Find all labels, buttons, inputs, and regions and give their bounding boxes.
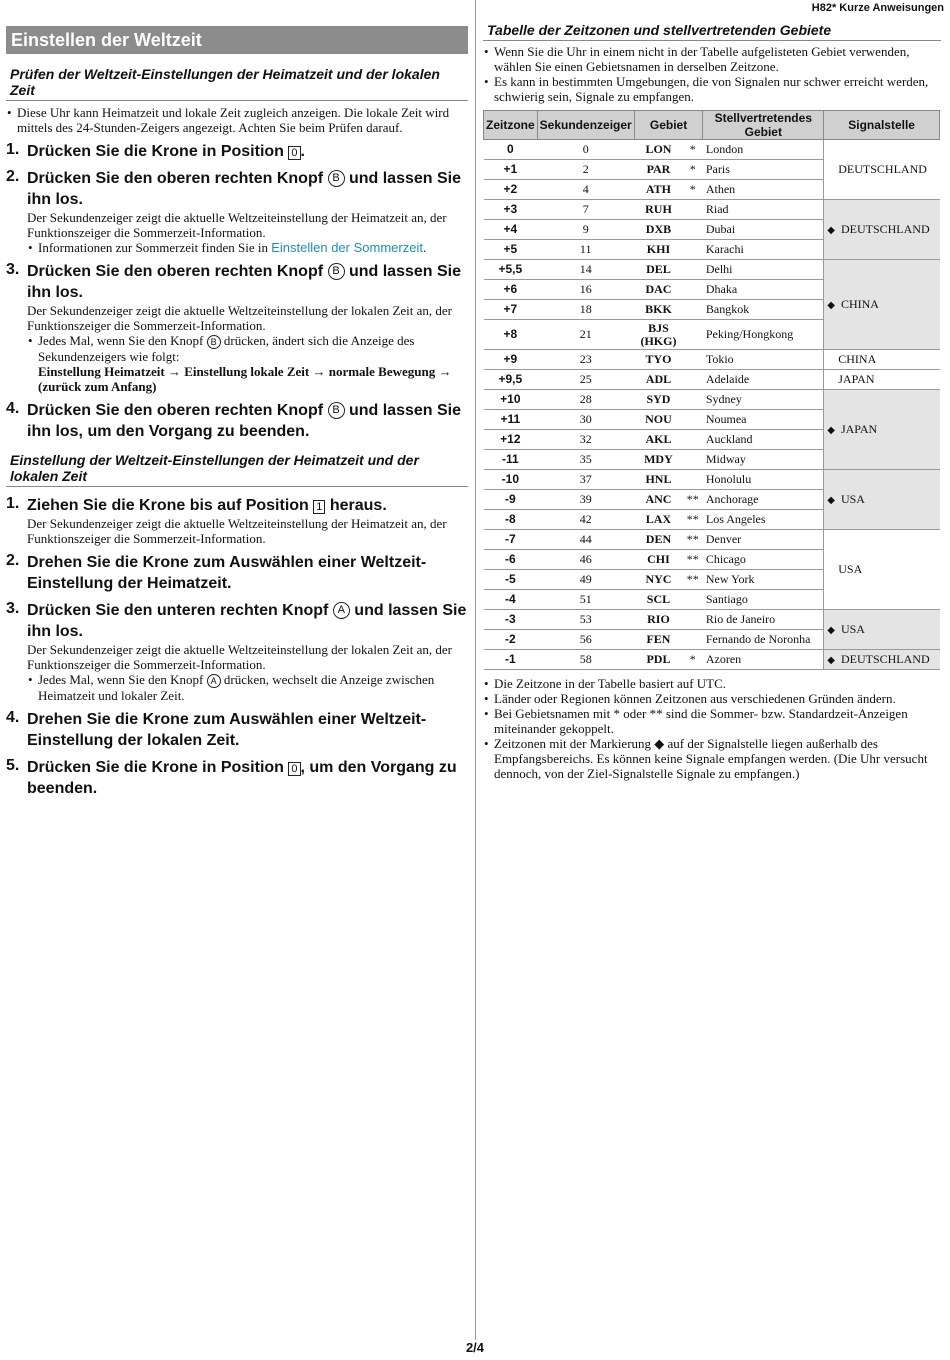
zone-cell: +8 bbox=[484, 320, 538, 350]
out-of-range-diamond-icon: ◆ bbox=[827, 299, 835, 311]
table-body bbox=[484, 140, 940, 670]
intro-bullet: • Diese Uhr kann Heimatzeit und lokale Zeit zugleich anzeigen. Die lokale Zeit wird mittels des 24-Stunden-Zeigers angezeigt. Achten Sie beim Prüfen darauf. bbox=[6, 105, 468, 135]
dst-mark-cell: ** bbox=[683, 570, 703, 590]
area-code-cell: RUH bbox=[634, 200, 683, 220]
representative-area-cell: Anchorage bbox=[703, 490, 824, 510]
step-number: 3. bbox=[6, 600, 20, 618]
dst-mark-cell: ** bbox=[683, 490, 703, 510]
second-hand-cell: 25 bbox=[537, 370, 634, 390]
header-area: Gebiet bbox=[634, 111, 703, 140]
set-step-5 bbox=[6, 757, 468, 799]
zone-cell: -3 bbox=[484, 610, 538, 630]
second-hand-cell: 51 bbox=[537, 590, 634, 610]
subtitle-setting: Einstellung der Weltzeit-Einstellungen der Heimatzeit und der lokalen Zeit bbox=[6, 452, 468, 487]
table-subtitle: Tabelle der Zeitzonen und stellvertretenden Gebiete bbox=[483, 22, 941, 41]
signal-station-cell bbox=[824, 370, 940, 390]
header-model: H82* Kurze Anweisungen bbox=[811, 2, 944, 14]
second-hand-cell: 32 bbox=[537, 430, 634, 450]
step-body: Der Sekundenzeiger zeigt die aktuelle Weltzeiteinstellung der lokalen Zeit an, der Funktionszeiger die Sommerzeit-Information. bbox=[27, 642, 453, 673]
check-step-4 bbox=[6, 400, 468, 442]
check-step-2 bbox=[6, 168, 468, 255]
header-second-hand: Sekundenzeiger bbox=[537, 111, 634, 140]
dst-mark-cell: * bbox=[683, 140, 703, 160]
out-of-range-diamond-icon: ◆ bbox=[827, 424, 835, 436]
table-row bbox=[484, 470, 940, 490]
second-hand-cell: 46 bbox=[537, 550, 634, 570]
area-code-cell: DXB bbox=[634, 220, 683, 240]
table-row bbox=[484, 650, 940, 670]
dst-mark-cell: ** bbox=[683, 510, 703, 530]
signal-station-cell bbox=[824, 470, 940, 530]
step-number: 3. bbox=[6, 261, 20, 278]
area-code-cell: DEL bbox=[634, 260, 683, 280]
table-row bbox=[484, 260, 940, 280]
page-number: 2/4 bbox=[465, 1340, 485, 1355]
step-number: 4. bbox=[6, 400, 20, 418]
step-title: Drücken Sie den oberen rechten Knopf B und lassen Sie ihn los. bbox=[27, 170, 462, 208]
signal-station-label: USA bbox=[840, 491, 865, 506]
table-row bbox=[484, 610, 940, 630]
step-number: 5. bbox=[6, 757, 20, 775]
dst-mark-cell bbox=[683, 610, 703, 630]
button-b-icon: B bbox=[207, 335, 221, 349]
check-step-3 bbox=[6, 261, 468, 394]
step-title: Drücken Sie den oberen rechten Knopf B und lassen Sie ihn los. bbox=[27, 263, 462, 301]
note: • Länder oder Regionen können Zeitzonen aus verschiedenen Gründen ändern. bbox=[483, 691, 941, 706]
second-hand-cell: 37 bbox=[537, 470, 634, 490]
representative-area-cell: Paris bbox=[703, 160, 824, 180]
crown-position-icon: 0 bbox=[288, 762, 300, 776]
representative-area-cell: Noumea bbox=[703, 410, 824, 430]
zone-cell: 0 bbox=[484, 140, 538, 160]
representative-area-cell: Denver bbox=[703, 530, 824, 550]
set-step-2 bbox=[6, 552, 468, 594]
second-hand-cell: 4 bbox=[537, 180, 634, 200]
zone-cell: +2 bbox=[484, 180, 538, 200]
zone-cell: +9,5 bbox=[484, 370, 538, 390]
representative-area-cell: Fernando de Noronha bbox=[703, 630, 824, 650]
zone-cell: -9 bbox=[484, 490, 538, 510]
area-code-cell: RIO bbox=[634, 610, 683, 630]
dst-mark-cell bbox=[683, 590, 703, 610]
section-title: Einstellen der Weltzeit bbox=[6, 26, 468, 54]
zone-cell: -8 bbox=[484, 510, 538, 530]
arrow-right-icon: → bbox=[168, 364, 181, 380]
dst-mark-cell: * bbox=[683, 650, 703, 670]
area-code-cell: PAR bbox=[634, 160, 683, 180]
representative-area-cell: Adelaide bbox=[703, 370, 824, 390]
signal-station-cell bbox=[824, 200, 940, 260]
area-code-cell: LAX bbox=[634, 510, 683, 530]
out-of-range-diamond-icon: ◆ bbox=[827, 654, 835, 666]
area-code-cell: NOU bbox=[634, 410, 683, 430]
second-hand-cell: 28 bbox=[537, 390, 634, 410]
zone-cell: -11 bbox=[484, 450, 538, 470]
signal-station-label: JAPAN bbox=[838, 372, 875, 386]
second-hand-cell: 49 bbox=[537, 570, 634, 590]
signal-station-cell bbox=[824, 650, 940, 670]
representative-area-cell: Karachi bbox=[703, 240, 824, 260]
signal-station-label: CHINA bbox=[840, 296, 879, 311]
dst-mark-cell bbox=[683, 410, 703, 430]
area-code-cell: SYD bbox=[634, 390, 683, 410]
second-hand-cell: 39 bbox=[537, 490, 634, 510]
zone-cell: +4 bbox=[484, 220, 538, 240]
second-hand-cell: 2 bbox=[537, 160, 634, 180]
button-b-icon: B bbox=[328, 170, 345, 187]
summer-time-link[interactable]: Einstellen der Sommerzeit bbox=[271, 240, 423, 255]
dst-mark-cell bbox=[683, 260, 703, 280]
table-row bbox=[484, 530, 940, 550]
step-title: Ziehen Sie die Krone bis auf Position 1 heraus. bbox=[27, 497, 387, 515]
zone-cell: +5 bbox=[484, 240, 538, 260]
representative-area-cell: Riad bbox=[703, 200, 824, 220]
representative-area-cell: Athen bbox=[703, 180, 824, 200]
area-code-cell: MDY bbox=[634, 450, 683, 470]
area-code-cell: AKL bbox=[634, 430, 683, 450]
crown-position-icon: 0 bbox=[288, 146, 300, 160]
step-title: Drücken Sie die Krone in Position 0 , um den Vorgang zu beenden. bbox=[27, 759, 457, 798]
area-code-cell: DAC bbox=[634, 280, 683, 300]
second-hand-cell: 30 bbox=[537, 410, 634, 430]
dst-mark-cell bbox=[683, 280, 703, 300]
button-a-icon: A bbox=[333, 602, 350, 619]
step-title: Drehen Sie die Krone zum Auswählen einer Weltzeit-Einstellung der Heimatzeit. bbox=[27, 554, 427, 593]
zone-cell: -5 bbox=[484, 570, 538, 590]
signal-station-cell bbox=[824, 140, 940, 200]
set-step-3 bbox=[6, 600, 468, 703]
right-column bbox=[483, 22, 941, 781]
signal-station-label: DEUTSCHLAND bbox=[840, 221, 930, 236]
area-code-cell: BJS (HKG) bbox=[634, 320, 683, 350]
area-code-cell: ATH bbox=[634, 180, 683, 200]
second-hand-cell: 9 bbox=[537, 220, 634, 240]
zone-cell: +3 bbox=[484, 200, 538, 220]
left-column bbox=[6, 26, 468, 799]
crown-position-icon: 1 bbox=[313, 500, 325, 514]
out-of-range-diamond-icon: ◆ bbox=[827, 494, 835, 506]
table-row bbox=[484, 140, 940, 160]
representative-area-cell: Dubai bbox=[703, 220, 824, 240]
table-row bbox=[484, 370, 940, 390]
button-b-icon: B bbox=[328, 402, 345, 419]
step-note: • Jedes Mal, wenn Sie den Knopf A drücken, wechselt die Anzeige zwischen Heimatzeit und lokaler Zeit. bbox=[27, 672, 468, 703]
representative-area-cell: Midway bbox=[703, 450, 824, 470]
step-body: Der Sekundenzeiger zeigt die aktuelle Weltzeiteinstellung der Heimatzeit an, der Funktionszeiger die Sommerzeit-Information. bbox=[27, 516, 447, 547]
second-hand-cell: 16 bbox=[537, 280, 634, 300]
note: • Die Zeitzone in der Tabelle basiert auf UTC. bbox=[483, 676, 941, 691]
note: • Zeitzonen mit der Markierung ◆ auf der Signalstelle liegen außerhalb des Empfangsbereichs. Es können keine Signale empfangen werden. (Die Uhr versucht dennoch, von der Ziel-Signalstelle Signale zu empfangen.) bbox=[483, 736, 941, 781]
table-notes bbox=[483, 676, 941, 781]
second-hand-cell: 58 bbox=[537, 650, 634, 670]
step-body: Der Sekundenzeiger zeigt die aktuelle Weltzeiteinstellung der Heimatzeit an, der Funktionszeiger die Sommerzeit-Information. bbox=[27, 210, 447, 240]
representative-area-cell: Sydney bbox=[703, 390, 824, 410]
zone-cell: -4 bbox=[484, 590, 538, 610]
signal-station-label: USA bbox=[838, 562, 863, 576]
dst-mark-cell bbox=[683, 300, 703, 320]
dst-mark-cell: ** bbox=[683, 550, 703, 570]
dst-mark-cell bbox=[683, 450, 703, 470]
representative-area-cell: Peking/Hongkong bbox=[703, 320, 824, 350]
zone-cell: +11 bbox=[484, 410, 538, 430]
representative-area-cell: Dhaka bbox=[703, 280, 824, 300]
representative-area-cell: Honolulu bbox=[703, 470, 824, 490]
dst-mark-cell bbox=[683, 630, 703, 650]
dst-mark-cell bbox=[683, 470, 703, 490]
timezone-table bbox=[483, 110, 940, 670]
dst-mark-cell bbox=[683, 220, 703, 240]
zone-cell: -6 bbox=[484, 550, 538, 570]
area-code-cell: BKK bbox=[634, 300, 683, 320]
area-code-cell: CHI bbox=[634, 550, 683, 570]
area-code-cell: KHI bbox=[634, 240, 683, 260]
zone-cell: -1 bbox=[484, 650, 538, 670]
header-signal: Signalstelle bbox=[824, 111, 940, 140]
representative-area-cell: New York bbox=[703, 570, 824, 590]
second-hand-cell: 0 bbox=[537, 140, 634, 160]
intro-bullet: • Wenn Sie die Uhr in einem nicht in der Tabelle aufgelisteten Gebiet verwenden, wählen Sie einen Gebietsnamen in derselben Zeitzone. bbox=[483, 44, 941, 74]
zone-cell: +6 bbox=[484, 280, 538, 300]
step-title: Drücken Sie den oberen rechten Knopf B und lassen Sie ihn los, um den Vorgang zu beenden. bbox=[27, 402, 462, 441]
signal-station-cell bbox=[824, 350, 940, 370]
area-code-cell: TYO bbox=[634, 350, 683, 370]
area-code-cell: LON bbox=[634, 140, 683, 160]
second-hand-cell: 21 bbox=[537, 320, 634, 350]
table-row bbox=[484, 350, 940, 370]
timezone-table-wrap bbox=[483, 110, 941, 670]
second-hand-cell: 35 bbox=[537, 450, 634, 470]
second-hand-cell: 14 bbox=[537, 260, 634, 280]
second-hand-cell: 42 bbox=[537, 510, 634, 530]
area-code-cell: NYC bbox=[634, 570, 683, 590]
zone-cell: -10 bbox=[484, 470, 538, 490]
step-number: 2. bbox=[6, 168, 20, 185]
representative-area-cell: London bbox=[703, 140, 824, 160]
representative-area-cell: Bangkok bbox=[703, 300, 824, 320]
representative-area-cell: Tokio bbox=[703, 350, 824, 370]
zone-cell: +1 bbox=[484, 160, 538, 180]
arrow-right-icon: → bbox=[438, 364, 452, 380]
dst-mark-cell bbox=[683, 390, 703, 410]
set-step-4 bbox=[6, 709, 468, 751]
dst-mark-cell bbox=[683, 240, 703, 260]
second-hand-cell: 11 bbox=[537, 240, 634, 260]
dst-mark-cell bbox=[683, 320, 703, 350]
column-divider bbox=[475, 0, 476, 1340]
second-hand-cell: 18 bbox=[537, 300, 634, 320]
signal-station-cell bbox=[824, 530, 940, 610]
signal-station-label: USA bbox=[840, 621, 865, 636]
step-body: Der Sekundenzeiger zeigt die aktuelle Weltzeiteinstellung der lokalen Zeit an, der Funktionszeiger die Sommerzeit-Information. bbox=[27, 303, 453, 333]
representative-area-cell: Los Angeles bbox=[703, 510, 824, 530]
dst-mark-cell: * bbox=[683, 160, 703, 180]
second-hand-cell: 7 bbox=[537, 200, 634, 220]
out-of-range-diamond-icon: ◆ bbox=[827, 224, 835, 236]
area-code-cell: DEN bbox=[634, 530, 683, 550]
representative-area-cell: Santiago bbox=[703, 590, 824, 610]
zone-cell: -2 bbox=[484, 630, 538, 650]
second-hand-cell: 53 bbox=[537, 610, 634, 630]
signal-station-label: DEUTSCHLAND bbox=[840, 651, 930, 666]
representative-area-cell: Azoren bbox=[703, 650, 824, 670]
dst-mark-cell bbox=[683, 430, 703, 450]
signal-station-cell bbox=[824, 390, 940, 470]
representative-area-cell: Chicago bbox=[703, 550, 824, 570]
dst-mark-cell: ** bbox=[683, 530, 703, 550]
header-representative: Stellvertretendes Gebiet bbox=[703, 111, 824, 140]
zone-cell: +12 bbox=[484, 430, 538, 450]
header-zone: Zeitzone bbox=[484, 111, 538, 140]
button-b-icon: B bbox=[328, 263, 345, 280]
step-number: 1. bbox=[6, 495, 20, 513]
second-hand-cell: 56 bbox=[537, 630, 634, 650]
step-number: 2. bbox=[6, 552, 20, 570]
check-step-1 bbox=[6, 141, 468, 162]
second-hand-cell: 44 bbox=[537, 530, 634, 550]
table-row bbox=[484, 200, 940, 220]
step-title: Drücken Sie den unteren rechten Knopf A und lassen Sie ihn los. bbox=[27, 602, 467, 641]
signal-station-cell bbox=[824, 610, 940, 650]
zone-cell: +7 bbox=[484, 300, 538, 320]
area-code-cell: PDL bbox=[634, 650, 683, 670]
mode-sequence: Einstellung Heimatzeit → Einstellung lokale Zeit → normale Bewegung → (zurück zum Anfang) bbox=[38, 364, 452, 395]
signal-station-label: DEUTSCHLAND bbox=[838, 162, 927, 176]
step-title: Drücken Sie die Krone in Position 0 . bbox=[27, 143, 305, 160]
set-step-1 bbox=[6, 495, 468, 546]
signal-station-label: JAPAN bbox=[840, 421, 878, 436]
step-note: • Informationen zur Sommerzeit finden Sie in Einstellen der Sommerzeit. bbox=[27, 240, 468, 255]
second-hand-cell: 23 bbox=[537, 350, 634, 370]
zone-cell: -7 bbox=[484, 530, 538, 550]
representative-area-cell: Rio de Janeiro bbox=[703, 610, 824, 630]
area-code-cell: ADL bbox=[634, 370, 683, 390]
subtitle-check: Prüfen der Weltzeit-Einstellungen der Heimatzeit und der lokalen Zeit bbox=[6, 66, 468, 101]
table-row bbox=[484, 390, 940, 410]
table-header-row bbox=[484, 111, 940, 140]
arrow-right-icon: → bbox=[312, 364, 326, 380]
step-number: 4. bbox=[6, 709, 20, 727]
area-code-cell: ANC bbox=[634, 490, 683, 510]
area-code-cell: HNL bbox=[634, 470, 683, 490]
representative-area-cell: Auckland bbox=[703, 430, 824, 450]
area-code-cell: SCL bbox=[634, 590, 683, 610]
signal-station-cell bbox=[824, 260, 940, 350]
button-a-icon: A bbox=[207, 674, 221, 688]
area-code-cell: FEN bbox=[634, 630, 683, 650]
dst-mark-cell: * bbox=[683, 180, 703, 200]
dst-mark-cell bbox=[683, 370, 703, 390]
zone-cell: +5,5 bbox=[484, 260, 538, 280]
zone-cell: +10 bbox=[484, 390, 538, 410]
note: • Bei Gebietsnamen mit * oder ** sind die Sommer- bzw. Standardzeit-Anzeigen miteinander gekoppelt. bbox=[483, 706, 941, 736]
out-of-range-diamond-icon: ◆ bbox=[827, 624, 835, 636]
dst-mark-cell bbox=[683, 350, 703, 370]
step-note: • Jedes Mal, wenn Sie den Knopf B drücken, ändert sich die Anzeige des Sekundenzeigers wie folgt: bbox=[27, 333, 468, 364]
zone-cell: +9 bbox=[484, 350, 538, 370]
dst-mark-cell bbox=[683, 200, 703, 220]
intro-bullet: • Es kann in bestimmten Umgebungen, die von Signalen nur schwer erreicht werden, schwierig sein, Signale zu empfangen. bbox=[483, 74, 941, 104]
step-title: Drehen Sie die Krone zum Auswählen einer Weltzeit-Einstellung der lokalen Zeit. bbox=[27, 711, 427, 750]
signal-station-label: CHINA bbox=[838, 352, 877, 366]
step-number: 1. bbox=[6, 141, 20, 158]
representative-area-cell: Delhi bbox=[703, 260, 824, 280]
